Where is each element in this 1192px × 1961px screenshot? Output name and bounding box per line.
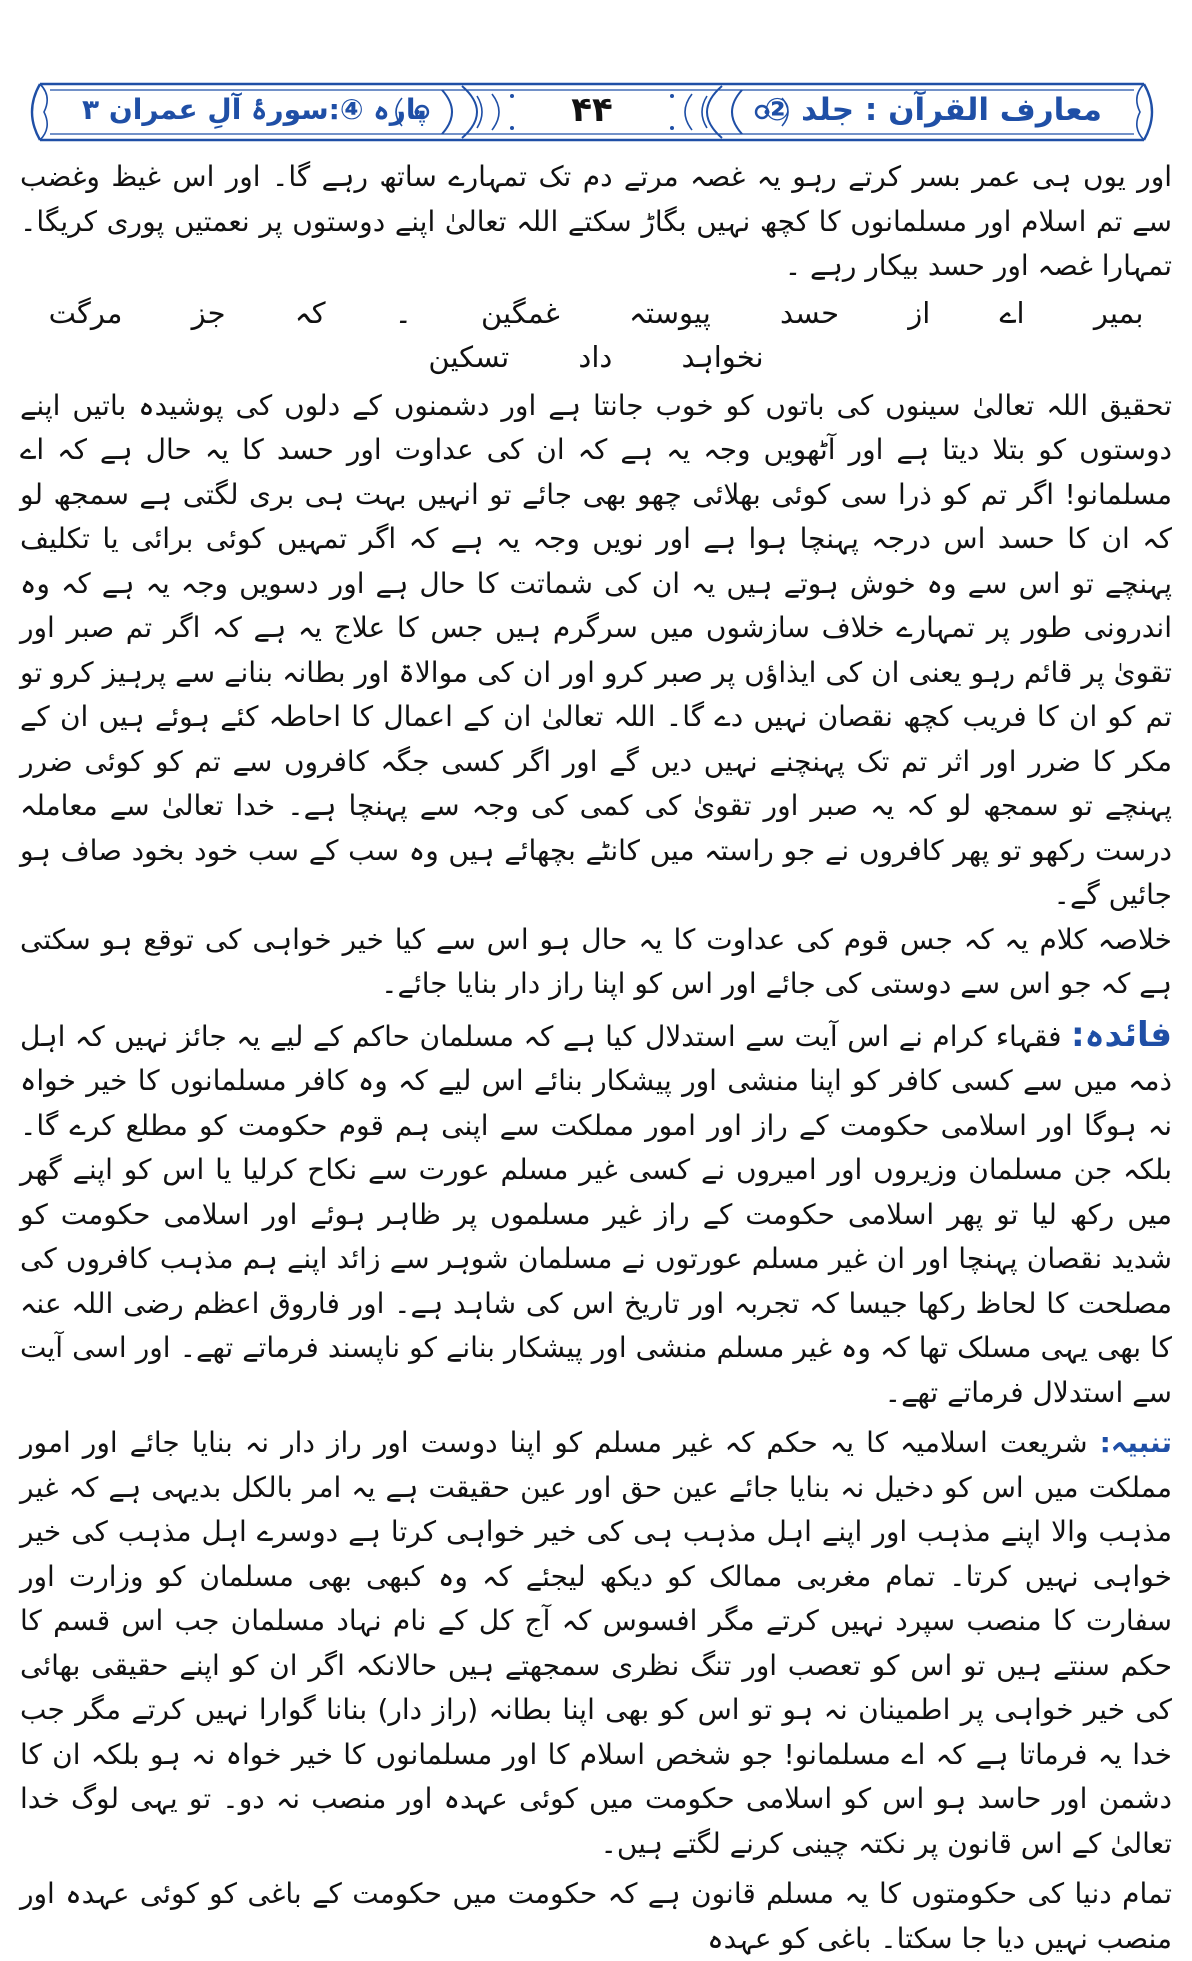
fayda-label: فائدہ: <box>1071 1014 1172 1055</box>
fayda-text: فقہاء کرام نے اس آیت سے استدلال کیا ہے کہ مسلمان حاکم کے لیے یہ جائز نہیں کہ اہل ذمہ میں سے کسی کافر کو اپنا منشی اور پیشکار بنائے اس لیے کہ وہ کافر مسلمانوں کا خیر خواہ نہ ہوگا اور اسلامی حکومت کے راز اور امور مملکت سے اپنی ہم قوم حکومت کو مطلع کرے گا۔ بلکہ جن مسلمان وزیروں اور امیروں نے کسی غیر مسلم عورت سے نکاح کرلیا یا اس کو اپنے گھر میں رکھ لیا تو پھر اسلامی حکومت کے راز غیر مسلموں پر ظاہر ہوئے اور اسلامی حکومت کو شدید نقصان پہنچا اور ان غیر مسلم عورتوں نے مسلمان شوہر سے زائد اپنے ہم مذہب کافروں کی مصلحت کا لحاظ رکھا جیسا کہ تجربہ اور تاریخ اس کی شاہد ہے۔ اور فاروق اعظم رضی اللہ عنہ کا بھی یہی مسلک تھا کہ وہ غیر مسلم منشی اور پیشکار بنانے کو ناپسند فرماتے تھے۔ اور اسی آیت سے استدلال فرماتے تھے۔ <box>20 1019 1172 1409</box>
page-number-cartouche <box>512 82 672 138</box>
tanbeeh-label: تنبیہ: <box>1099 1426 1172 1459</box>
paragraph-fayda <box>20 1013 1172 1416</box>
surah-info: پارہ ④:سورۂ آلِ عمران ۳ <box>82 93 427 126</box>
tanbeeh-text: شریعت اسلامیہ کا یہ حکم کہ غیر مسلم کو اپنا دوست اور راز دار نہ بنایا جائے اور امور مملکت میں اس کو دخیل نہ بنایا جائے عین حق اور عین حقیقت ہے یہ امر بالکل بدیہی ہے کہ غیر مذہب والا اپنے مذہب اور اپنے اہل مذہب ہی کی خیر خواہی کرتا ہے دوسرے اہل مذہب کی خیر خواہی نہیں کرتا۔ تمام مغربی ممالک کو دیکھ لیجئے کہ وہ کبھی بھی مسلمان کو وزارت اور سفارت کا منصب سپرد نہیں کرتے مگر افسوس کہ آج کل کے نام نہاد مسلمان جب اس قسم کا حکم سنتے ہیں تو اس کو تعصب اور تنگ نظری سمجھتے ہیں حالانکہ اگر ان کو اپنے حقیقی بھائی کی خیر خواہی پر اطمینان نہ ہو تو اس کو بھی اپنا بطانہ (راز دار) بنانا گوارا نہیں کرتے مگر جب خدا یہ فرماتا ہے کہ اے مسلمانو! جو شخص اسلام کا اور مسلمانوں کا خیر خواہ نہ ہو بلکہ ان کا دشمن اور حاسد ہو اس کو اسلامی حکومت میں کوئی عہدہ اور منصب نہ دو۔ تو یہی لوگ خدا تعالیٰ کے اس قانون پر نکتہ چینی کرنے لگتے ہیں۔ <box>20 1426 1172 1860</box>
persian-verse: بمیر اے از حسد پیوستہ غمگین ۔ کہ جز مرگت نخواہد داد تسکین <box>48 295 1144 374</box>
paragraph-intro: اور یوں ہی عمر بسر کرتے رہو یہ غصہ مرتے دم تک تمہارے ساتھ رہے گا۔ اور اس غیظ وغضب سے تم اسلام اور مسلمانوں کا کچھ نہیں بگاڑ سکتے اللہ تعالیٰ اپنے دوستوں پر نعمتیں پوری کریگا۔ تمہارا غصہ اور حسد بیکار رہے ۔ <box>20 160 1172 282</box>
paragraph-reasons: تحقیق اللہ تعالیٰ سینوں کی باتوں کو خوب جانتا ہے اور دشمنوں کے دلوں کی پوشیدہ باتیں اپنے دوستوں کو بتلا دیتا ہے اور آٹھویں وجہ یہ ہے کہ ان کی عداوت اور حسد کا یہ حال ہے کہ اے مسلمانو! اگر تم کو ذرا سی کوئی بھلائی چھو بھی جائے تو انہیں بہت ہی بری لگتی ہے سمجھ لو کہ ان کا حسد اس درجہ پہنچا ہوا ہے اور نویں وجہ یہ ہے کہ اگر تمہیں کوئی برائی یا تکلیف پہنچے تو اس سے وہ خوش ہوتے ہیں یہ ان کی شماتت کا حال ہے اور دسویں وجہ یہ ہے کہ وہ اندرونی طور پر تمہارے خلاف سازشوں میں سرگرم ہیں جس کا علاج یہ ہے کہ اگر تم صبر اور تقویٰ پر قائم رہو یعنی ان کی ایذاؤں پر صبر کرو اور ان کی موالاۃ اور بطانہ بنانے سے پرہیز کرو تو تم کو ان کا فریب کچھ نقصان نہیں دے گا۔ اللہ تعالیٰ ان کے اعمال کا احاطہ کئے ہوئے ہیں ان کے مکر کا ضرر اور اثر تم تک پہنچنے نہیں دیں گے اور اگر کسی جگہ کافروں سے تم کو کوئی ضرر پہنچے تو سمجھ لو کہ یہ صبر اور تقویٰ کی کمی کی وجہ سے پہنچا ہے۔ خدا تعالیٰ سے معاملہ درست رکھو تو پھر کافروں نے جو راستہ میں کانٹے بچھائے ہیں وہ سب کے سب خود بخود صاف ہو جائیں گے۔ <box>20 388 1172 911</box>
page-body <box>20 155 1172 1961</box>
paragraph-summary: خلاصہ کلام یہ کہ جس قوم کی عداوت کا یہ حال ہو اس سے کیا خیر خواہی کی توقع ہو سکتی ہے کہ جو اس سے دوستی کی جائے اور اس کو اپنا راز دار بنایا جائے۔ <box>20 922 1172 1000</box>
page-header <box>22 76 1162 148</box>
paragraph-last: تمام دنیا کی حکومتوں کا یہ مسلم قانون ہے کہ حکومت میں حکومت کے باغی کو کوئی عہدہ اور منصب نہیں دیا جا سکتا۔ باغی کو عہدہ <box>20 1877 1172 1955</box>
paragraph-tanbeeh <box>20 1421 1172 1866</box>
page-number: ۴۴ <box>571 90 613 130</box>
book-title: معارف القرآن : جلد ② <box>764 92 1102 128</box>
